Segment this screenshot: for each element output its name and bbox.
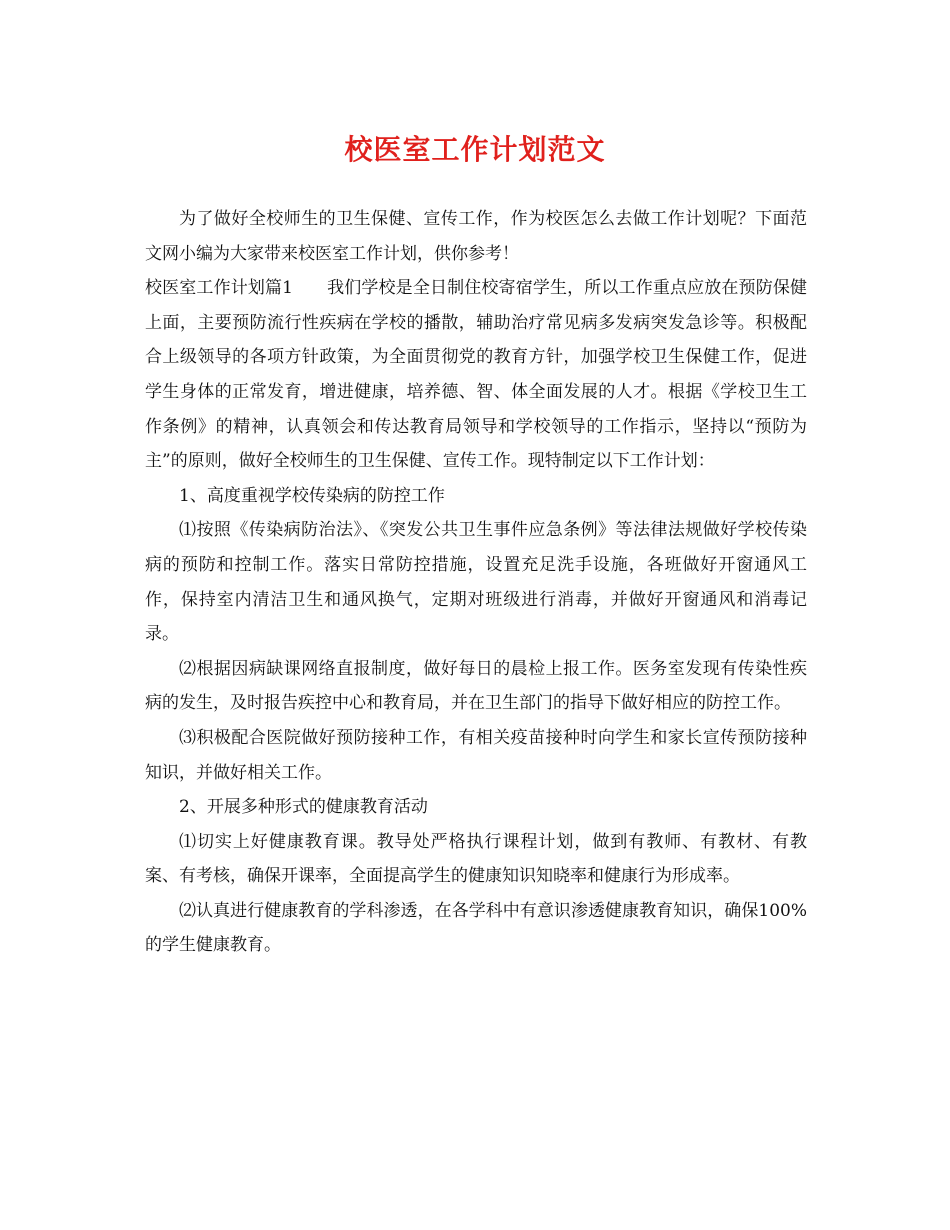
item-1-3: ⑶积极配合医院做好预防接种工作，有相关疫苗接种时向学生和家长宣传预防接种知识，并做好相关工作。 xyxy=(145,727,807,783)
section-text: 我们学校是全日制住校寄宿学生，所以工作重点应放在预防保健上面，主要预防流行性疾病在学校的播散，辅助治疗常见病多发病突发急诊等。积极配合上级领导的各项方针政策，为全面贯彻党的教育方针，加强学校卫生保健工作，促进学生身体的正常发育，增进健康，培养德、智、体全面发展的人才。根据《学校卫生工作条例》的精神，认真领会和传达教育局领导和学校领导的工作指示，坚持以“预防为主”的原则，做好全校师生的卫生保健、宣传工作。现特制定以下工作计划： xyxy=(145,278,807,472)
section-lead: 校医室工作计划篇1 xyxy=(145,278,293,299)
item-1-1: ⑴按照《传染病防治法》、《突发公共卫生事件应急条例》等法律法规做好学校传染病的预防和控制工作。落实日常防控措施，设置充足洗手设施，各班做好开窗通风工作，保持室内清洁卫生和通风换气，定期对班级进行消毒，并做好开窗通风和消毒记录。 xyxy=(145,520,807,645)
item-2-2: ⑵认真进行健康教育的学科渗透，在各学科中有意识渗透健康教育知识，确保100%的学生健康教育。 xyxy=(145,900,807,956)
intro-paragraph: 为了做好全校师生的卫生保健、宣传工作，作为校医怎么去做工作计划呢？下面范文网小编为大家带来校医室工作计划，供你参考！ xyxy=(145,209,807,264)
section-paragraph-1 xyxy=(145,271,807,479)
item-2-1: ⑴切实上好健康教育课。教导处严格执行课程计划，做到有教师、有教材、有教案、有考核，确保开课率，全面提高学生的健康知识知晓率和健康行为形成率。 xyxy=(145,831,807,887)
document-title: 校医室工作计划范文 xyxy=(344,133,606,166)
heading-1: 1、高度重视学校传染病的防控工作 xyxy=(179,485,445,506)
heading-2: 2、开展多种形式的健康教育活动 xyxy=(179,797,428,818)
item-1-2: ⑵根据因病缺课网络直报制度，做好每日的晨检上报工作。医务室发现有传染性疾病的发生，及时报告疾控中心和教育局，并在卫生部门的指导下做好相应的防控工作。 xyxy=(145,658,807,714)
document-body xyxy=(145,202,807,963)
